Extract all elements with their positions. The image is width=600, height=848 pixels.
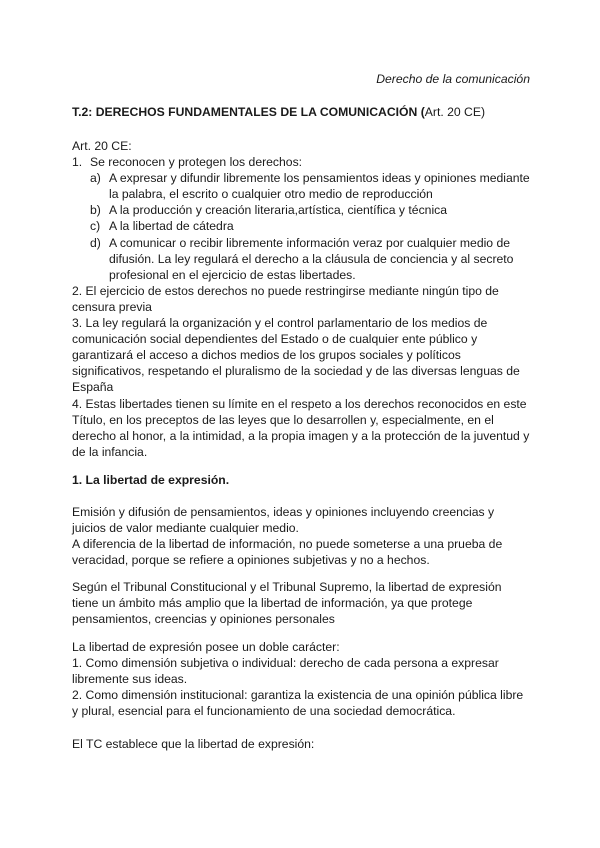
section-1-para-3 bbox=[72, 639, 530, 719]
sub-item-text: A la producción y creación literaria,artística, científica y técnica bbox=[109, 203, 448, 218]
article-item-1 bbox=[72, 154, 530, 170]
article-item-4: 4. Estas libertades tienen su límite en el respeto a los derechos reconocidos en este Título, en los preceptos de las leyes que lo desarrollen y, especialmente, en el derecho al honor, a la intimidad, a la propia imagen y a la protección de la juventud y de la infancia. bbox=[72, 396, 530, 459]
title-normal-part: Art. 20 CE) bbox=[424, 105, 486, 119]
list-item bbox=[72, 218, 530, 234]
article-heading: Art. 20 CE: bbox=[72, 139, 132, 153]
para-3-item-2: 2. Como dimensión institucional: garantiza la existencia de una opinión pública libre y plural, esencial para el funcionamiento de una sociedad democrática. bbox=[72, 688, 524, 719]
para-1-line-2: A diferencia de la libertad de información, no puede someterse a una prueba de veracidad, porque se refiere a opiniones subjetivas y no a hechos. bbox=[72, 537, 503, 568]
section-1-para-2: Según el Tribunal Constitucional y el Tribunal Supremo, la libertad de expresión tiene un ámbito más amplio que la libertad de información, ya que protege pensamientos, creencias y opiniones personales bbox=[72, 580, 502, 627]
list-item bbox=[72, 170, 530, 202]
sub-item-marker: a) bbox=[90, 171, 101, 186]
document-title bbox=[72, 104, 530, 120]
section-1-para-4: El TC establece que la libertad de expresión: bbox=[72, 737, 315, 751]
section-1-heading: 1. La libertad de expresión. bbox=[72, 473, 230, 487]
title-bold-part: T.2: DERECHOS FUNDAMENTALES DE LA COMUNICACIÓN ( bbox=[72, 105, 425, 119]
sub-item-marker: d) bbox=[90, 235, 101, 250]
sub-item-text: A comunicar o recibir libremente información veraz por cualquier medio de difusión. La ley regulará el derecho a la cláusula de conciencia y al secreto profesional en el ejercicio de estas libertades. bbox=[109, 235, 514, 282]
section-1-para-1 bbox=[72, 504, 530, 568]
sub-item-text: A la libertad de cátedra bbox=[109, 219, 234, 234]
article-item-2: 2. El ejercicio de estos derechos no puede restringirse mediante ningún tipo de censura previa bbox=[72, 283, 499, 314]
sub-item-marker: b) bbox=[90, 203, 101, 218]
running-header: Derecho de la comunicación bbox=[376, 72, 530, 86]
para-1-line-1: Emisión y difusión de pensamientos, ideas y opiniones incluyendo creencias y juicios de valor mediante cualquier medio. bbox=[72, 505, 495, 536]
article-block bbox=[72, 138, 530, 460]
list-item bbox=[72, 202, 530, 218]
para-3-intro: La libertad de expresión posee un doble carácter: bbox=[72, 640, 340, 654]
list-item bbox=[72, 235, 530, 283]
item-1-marker: 1. bbox=[72, 155, 83, 170]
article-item-3: 3. La ley regulará la organización y el control parlamentario de los medios de comunicación social dependientes del Estado o de cualquier ente público y garantizará el acceso a dichos medios de los grupos sociales y políticos significativos, respetando el pluralismo de la sociedad y de las diversas lenguas de España bbox=[72, 316, 520, 395]
sub-item-text: A expresar y difundir libremente los pensamientos ideas y opiniones mediante la palabra, el escrito o cualquier otro medio de reproducción bbox=[109, 171, 530, 202]
sub-item-list bbox=[72, 170, 530, 283]
item-1-text: Se reconocen y protegen los derechos: bbox=[90, 155, 303, 170]
sub-item-marker: c) bbox=[90, 219, 101, 234]
para-3-item-1: 1. Como dimensión subjetiva o individual: derecho de cada persona a expresar libremente sus ideas. bbox=[72, 656, 499, 687]
